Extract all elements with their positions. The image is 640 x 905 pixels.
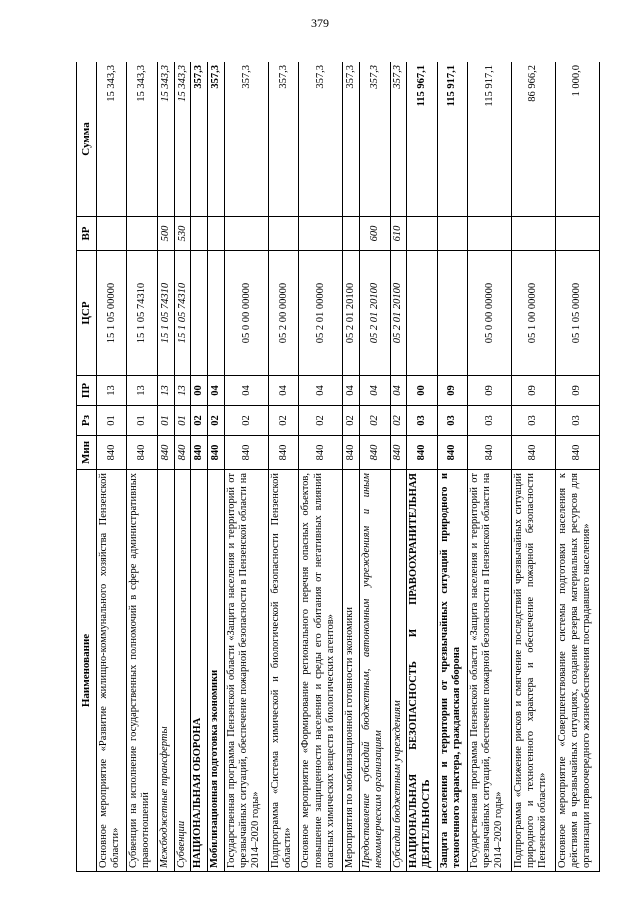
cell-pr: 04 (390, 376, 407, 406)
cell-pr: 13 (174, 376, 191, 406)
table-row (208, 62, 225, 872)
cell-pr: 04 (208, 376, 225, 406)
cell-rz: 02 (343, 406, 360, 436)
cell-min: 840 (127, 436, 157, 470)
table-row (407, 62, 437, 872)
cell-name: НАЦИОНАЛЬНАЯ ОБОРОНА (191, 470, 208, 872)
table-header-row (77, 62, 97, 872)
cell-pr: 04 (360, 376, 390, 406)
cell-csr: 05 1 05 00000 (555, 251, 599, 376)
cell-sum: 357,3 (269, 62, 299, 217)
cell-csr: 05 2 01 20100 (343, 251, 360, 376)
cell-vr (191, 217, 208, 251)
cell-rz: 03 (437, 406, 467, 436)
cell-csr (208, 251, 225, 376)
cell-csr: 05 2 01 20100 (360, 251, 390, 376)
cell-vr (299, 217, 343, 251)
budget-table (76, 62, 600, 872)
cell-rz: 01 (97, 406, 127, 436)
cell-rz: 02 (208, 406, 225, 436)
cell-csr: 15 1 05 00000 (97, 251, 127, 376)
cell-name: Межбюджетные трансферты (157, 470, 174, 872)
cell-vr (343, 217, 360, 251)
cell-min: 840 (468, 436, 512, 470)
header-csr: ЦСР (77, 251, 97, 376)
header-rz: Рз (77, 406, 97, 436)
cell-pr: 04 (299, 376, 343, 406)
cell-rz: 02 (269, 406, 299, 436)
table-row (97, 62, 127, 872)
cell-vr (437, 217, 467, 251)
cell-pr: 00 (407, 376, 437, 406)
cell-rz: 02 (191, 406, 208, 436)
cell-min: 840 (208, 436, 225, 470)
cell-sum: 357,3 (225, 62, 269, 217)
cell-min: 840 (360, 436, 390, 470)
cell-pr: 09 (437, 376, 467, 406)
header-vr: ВР (77, 217, 97, 251)
cell-sum: 115 917,1 (468, 62, 512, 217)
cell-name: Субвенции (174, 470, 191, 872)
cell-pr: 13 (157, 376, 174, 406)
cell-csr: 05 1 00 00000 (512, 251, 556, 376)
header-min: Мин (77, 436, 97, 470)
cell-vr (269, 217, 299, 251)
header-pr: ПР (77, 376, 97, 406)
cell-pr: 04 (343, 376, 360, 406)
table-row (127, 62, 157, 872)
cell-sum: 115 917,1 (437, 62, 467, 217)
cell-sum: 1 000,0 (555, 62, 599, 217)
cell-vr (225, 217, 269, 251)
rotated-table-wrapper (76, 62, 600, 872)
cell-rz: 03 (407, 406, 437, 436)
cell-name: Основное мероприятие «Формирование регионального перечня опасных объектов, повышение защищенности населения и среды его обитания от негативных влияний опасных химических веществ и биологических агентов» (299, 470, 343, 872)
table-row (437, 62, 467, 872)
cell-min: 840 (225, 436, 269, 470)
cell-csr: 15 1 05 74310 (157, 251, 174, 376)
table-row (299, 62, 343, 872)
cell-sum: 15 343,3 (127, 62, 157, 217)
cell-rz: 02 (299, 406, 343, 436)
cell-csr: 15 1 05 74310 (174, 251, 191, 376)
cell-sum: 86 966,2 (512, 62, 556, 217)
cell-name: Мероприятия по мобилизационной готовности экономики (343, 470, 360, 872)
cell-sum: 115 967,1 (407, 62, 437, 217)
cell-pr: 09 (555, 376, 599, 406)
cell-min: 840 (269, 436, 299, 470)
cell-csr: 05 2 01 00000 (299, 251, 343, 376)
cell-vr (97, 217, 127, 251)
cell-vr (127, 217, 157, 251)
table-body (97, 62, 600, 872)
cell-rz: 03 (555, 406, 599, 436)
cell-vr: 600 (360, 217, 390, 251)
cell-name: Предоставление субсидий бюджетным, автономным учреждениям и иным некоммерческим организациям (360, 470, 390, 872)
cell-name: Основное мероприятие «Совершенствование системы подготовки населения к действиям в чрезвычайных ситуациях, создание резерва материальных ресурсов для организации первоочередного жизнеобеспечения пострадавшего населения» (555, 470, 599, 872)
cell-csr: 15 1 05 74310 (127, 251, 157, 376)
cell-vr: 530 (174, 217, 191, 251)
cell-min: 840 (555, 436, 599, 470)
cell-csr: 05 0 00 00000 (468, 251, 512, 376)
cell-name: Государственная программа Пензенской области «Защита населения и территорий от чрезвычайных ситуаций, обеспечение пожарной безопасности в Пензенской области на 2014–2020 годы» (225, 470, 269, 872)
table-row (360, 62, 390, 872)
cell-rz: 01 (127, 406, 157, 436)
cell-rz: 02 (225, 406, 269, 436)
cell-min: 840 (299, 436, 343, 470)
cell-vr (208, 217, 225, 251)
cell-sum: 15 343,3 (157, 62, 174, 217)
cell-sum: 357,3 (208, 62, 225, 217)
cell-min: 840 (407, 436, 437, 470)
cell-rz: 02 (390, 406, 407, 436)
cell-pr: 13 (97, 376, 127, 406)
cell-vr (468, 217, 512, 251)
table-row (174, 62, 191, 872)
cell-name: НАЦИОНАЛЬНАЯ БЕЗОПАСНОСТЬ И ПРАВООХРАНИТЕЛЬНАЯ ДЕЯТЕЛЬНОСТЬ (407, 470, 437, 872)
cell-min: 840 (157, 436, 174, 470)
cell-pr: 00 (191, 376, 208, 406)
cell-sum: 357,3 (360, 62, 390, 217)
header-sum: Сумма (77, 62, 97, 217)
cell-min: 840 (343, 436, 360, 470)
table-row (225, 62, 269, 872)
cell-min: 840 (437, 436, 467, 470)
table-row (512, 62, 556, 872)
cell-name: Государственная программа Пензенской области «Защита населения и территорий от чрезвычайных ситуаций, обеспечение пожарной безопасности в Пензенской области на 2014–2020 годы» (468, 470, 512, 872)
table-row (390, 62, 407, 872)
cell-pr: 13 (127, 376, 157, 406)
header-name: Наименование (77, 470, 97, 872)
cell-sum: 357,3 (191, 62, 208, 217)
table-row (191, 62, 208, 872)
cell-min: 840 (174, 436, 191, 470)
cell-sum: 357,3 (390, 62, 407, 217)
table-row (468, 62, 512, 872)
table-row (269, 62, 299, 872)
table-row (157, 62, 174, 872)
cell-pr: 09 (512, 376, 556, 406)
cell-name: Основное мероприятие «Развитие жилищно-коммунального хозяйства Пензенской области» (97, 470, 127, 872)
table-row (555, 62, 599, 872)
cell-vr: 610 (390, 217, 407, 251)
table-row (343, 62, 360, 872)
cell-sum: 357,3 (299, 62, 343, 217)
cell-sum: 15 343,3 (174, 62, 191, 217)
cell-name: Мобилизационная подготовка экономики (208, 470, 225, 872)
cell-name: Подпрограмма «Система химической и биологической безопасности Пензенской области» (269, 470, 299, 872)
cell-csr (191, 251, 208, 376)
cell-pr: 04 (225, 376, 269, 406)
cell-rz: 03 (468, 406, 512, 436)
page-number: 379 (311, 16, 329, 30)
cell-rz: 03 (512, 406, 556, 436)
cell-name: Субвенции на исполнение государственных полномочий в сфере административных правоотношений (127, 470, 157, 872)
cell-rz: 02 (360, 406, 390, 436)
cell-min: 840 (512, 436, 556, 470)
cell-name: Подпрограмма «Снижение рисков и смягчение последствий чрезвычайных ситуаций природного и техногенного характера и обеспечение пожарной безопасности Пензенской области» (512, 470, 556, 872)
cell-sum: 357,3 (343, 62, 360, 217)
cell-csr (407, 251, 437, 376)
cell-name: Защита населения и территории от чрезвычайных ситуаций природного и техногенного характера, гражданская оборона (437, 470, 467, 872)
table-container (76, 62, 600, 872)
cell-csr: 05 0 00 00000 (225, 251, 269, 376)
cell-name: Субсидии бюджетным учреждениям (390, 470, 407, 872)
cell-csr (437, 251, 467, 376)
cell-csr: 05 2 01 20100 (390, 251, 407, 376)
cell-vr (512, 217, 556, 251)
cell-vr (555, 217, 599, 251)
cell-pr: 04 (269, 376, 299, 406)
cell-sum: 15 343,3 (97, 62, 127, 217)
cell-pr: 09 (468, 376, 512, 406)
cell-csr: 05 2 00 00000 (269, 251, 299, 376)
cell-vr: 500 (157, 217, 174, 251)
cell-min: 840 (191, 436, 208, 470)
cell-min: 840 (97, 436, 127, 470)
cell-min: 840 (390, 436, 407, 470)
cell-rz: 01 (157, 406, 174, 436)
cell-rz: 01 (174, 406, 191, 436)
cell-vr (407, 217, 437, 251)
